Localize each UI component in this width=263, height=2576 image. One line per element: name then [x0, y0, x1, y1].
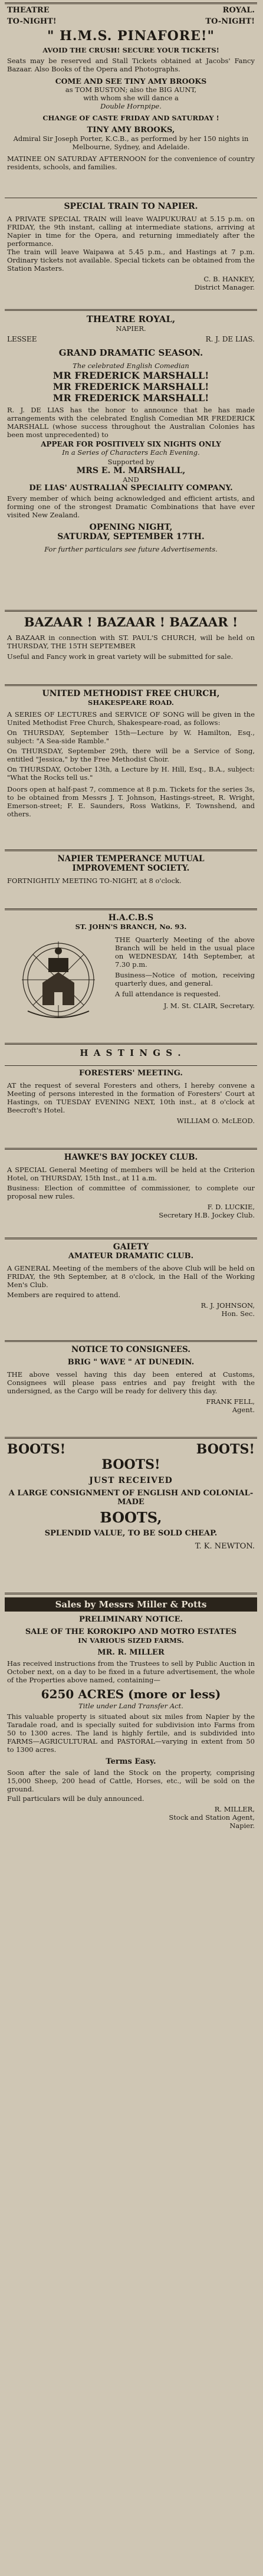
- foresters-body: AT the request of several Foresters and others, I hereby convene a Meeting of persons interested in the formation of Foresters' Court at Hastings, on TUESDAY EVENING NEXT, 10th inst., at 8 o'clock at Beecroft's Hotel.: [7, 1081, 255, 1114]
- gaiety-signature: R. J. JOHNSON,: [200, 1301, 255, 1310]
- methodist-lecture-2: On THURSDAY, September 29th, there will be a Service of Song, entitled "Jessica," by the Free Methodist Choir.: [7, 747, 255, 763]
- pinafore-hornpipe: Double Hornpipe.: [100, 102, 162, 110]
- temperance-subheading: IMPROVEMENT SOCIETY.: [72, 864, 190, 873]
- train-body: A PRIVATE SPECIAL TRAIN will leave WAIPUKURAU at 5.15 p.m. on FRIDAY, the 9th instant, calling at intermediate stations, arriving at Napier in time for the Opera, and returning immediately after the performance.: [7, 215, 255, 248]
- train-body-2: The train will leave Waipawa at 5.45 p.m., and Hastings at 7 p.m. Ordinary tickets not available. Special tickets can be obtained from the Station Masters.: [7, 248, 255, 273]
- miller-sale: SALE OF THE KOROKIPO AND MOTRO ESTATES: [25, 1627, 237, 1636]
- hacbs-advert: [5, 913, 257, 1024]
- boots-just-received: JUST RECEIVED: [89, 1476, 173, 1485]
- season-marshall-1: MR FREDERICK MARSHALL!: [52, 370, 209, 381]
- methodist-advert: [5, 689, 257, 818]
- methodist-body: A SERIES OF LECTURES and SERVICE OF SONG will be given in the United Methodist Free Church, Shakespeare-road, as follows:: [7, 710, 255, 727]
- pinafore-as: as TOM BUSTON; also the BIG AUNT,: [65, 86, 197, 94]
- season-body-2: Every member of which being acknowledged and efficient artists, and forming one of the strongest Dramatic Combinations that have ever visited New Zealand.: [7, 494, 255, 519]
- pinafore-matinee: MATINEE ON SATURDAY AFTERNOON for the convenience of country residents, schools, and families.: [7, 155, 255, 171]
- consignees-heading: NOTICE TO CONSIGNEES.: [71, 1345, 191, 1354]
- hacbs-subheading: ST. JOHN'S BRANCH, No. 93.: [75, 923, 187, 931]
- jockey-heading: HAWKE'S BAY JOCKEY CLUB.: [64, 1153, 198, 1162]
- hacbs-business: Business—Notice of motion, receiving quarterly dues, and general.: [115, 971, 255, 987]
- season-date: SATURDAY, SEPTEMBER 17TH.: [57, 532, 205, 542]
- consignees-signature-title: Agent.: [232, 1406, 255, 1414]
- jockey-business: Business: Election of committee of commissioner, to complete our proposal new rules.: [7, 1184, 255, 1200]
- hacbs-signature: J. M. St. CLAIR, Secretary.: [163, 1002, 255, 1010]
- jockey-signature-title: Secretary H.B. Jockey Club.: [159, 1211, 255, 1219]
- gaiety-advert: [5, 1242, 257, 1318]
- gaiety-heading: GAIETY: [113, 1242, 149, 1252]
- bazaar-heading: BAZAAR ! BAZAAR ! BAZAAR !: [24, 615, 238, 629]
- miller-acres: 6250 ACRES (more or less): [41, 1687, 221, 1701]
- miller-mr: MR. R. MILLER: [97, 1648, 165, 1657]
- hastings-heading: H A S T I N G S .: [80, 1048, 182, 1058]
- season-opening: OPENING NIGHT,: [89, 523, 173, 532]
- hacbs-heading: H.A.C.B.S: [108, 913, 154, 923]
- pinafore-advert: [5, 6, 257, 171]
- methodist-lecture-1: On THURSDAY, September 15th—Lecture by W. Hamilton, Esq., subject: "A Sea-side Ramble.": [7, 729, 255, 745]
- bazaar-body: A BAZAAR in connection with ST. PAUL'S CHURCH, will be held on THURSDAY, THE 15TH SEPTEMBER: [7, 634, 255, 650]
- season-grand: GRAND DRAMATIC SEASON.: [58, 347, 203, 358]
- miller-signature: R. MILLER,: [214, 1805, 255, 1813]
- consignees-body: THE above vessel having this day been entered at Customs, Consignees will please pass entries and pay freight with the undersigned, as the Cargo will be ready for delivery this day.: [7, 1370, 255, 1395]
- train-advert: [5, 202, 257, 291]
- gaiety-members: Members are required to attend.: [7, 1291, 121, 1299]
- hacbs-body: THE Quarterly Meeting of the above Branch will be held in the usual place on WEDNESDAY, 14th September, at 7.30 p.m.: [115, 936, 255, 969]
- season-celebrated: The celebrated English Comedian: [73, 362, 189, 370]
- season-marshall-3: MR FREDERICK MARSHALL!: [52, 392, 209, 403]
- miller-signature-title: Stock and Station Agent,: [169, 1813, 255, 1822]
- foresters-signature: WILLIAM O. McLEOD.: [176, 1117, 255, 1125]
- miller-farms: IN VARIOUS SIZED FARMS.: [78, 1636, 184, 1645]
- miller-further-2: Full particulars will be duly announced.: [7, 1794, 144, 1803]
- season-lessee-name: R. J. DE LIAS.: [205, 335, 255, 343]
- season-further: For further particulars see future Advertisements.: [44, 545, 218, 553]
- pinafore-come: COME AND SEE TINY AMY BROOKS: [55, 77, 207, 86]
- consignees-signature: FRANK FELL,: [206, 1397, 255, 1406]
- jockey-body: A SPECIAL General Meeting of members will be held at the Criterion Hotel, on THURSDAY, 15th Inst., at 11 a.m.: [7, 1166, 255, 1182]
- pinafore-body: Seats may be reserved and Stall Tickets obtained at Jacobs' Fancy Bazaar. Also Books of the Opera and Photographs.: [7, 57, 255, 73]
- consignees-brig: BRIG " WAVE " AT DUNEDIN.: [67, 1358, 195, 1367]
- pinafore-tonight-2: TO-NIGHT!: [205, 17, 255, 26]
- miller-advert: [5, 1597, 257, 1830]
- miller-further: Soon after the sale of land the Stock on the property, comprising 15,000 Sheep, 200 head of Cattle, Horses, etc., will be sold on the ground.: [7, 1768, 255, 1793]
- boots-advert: [5, 1442, 257, 1551]
- season-marshall-2: MR FREDERICK MARSHALL!: [52, 381, 209, 392]
- society-emblem-icon: [7, 936, 110, 1024]
- miller-body-2: This valuable property is situated about six miles from Napier by the Taradale road, and is specially suited for subdivision into Farms from 50 to 1300 acres. The land is highly fertile, and is subdivided into FARMS—AGRICULTURAL and PASTORAL—varying in extent from 50 to 1300 acres.: [7, 1712, 255, 1754]
- season-appear: APPEAR FOR POSITIVELY SIX NIGHTS ONLY: [41, 440, 221, 448]
- foresters-advert: [5, 1069, 257, 1125]
- jockey-advert: [5, 1153, 257, 1219]
- bazaar-advert: [5, 615, 257, 661]
- jockey-signature: F. D. LUCKIE,: [207, 1203, 255, 1211]
- pinafore-theatre-left: THEATRE: [7, 6, 50, 15]
- season-body: R. J. DE LIAS has the honor to announce that he has made arrangements with the celebrated English Comedian MR FREDERICK MARSHALL (whose success throughout the Australian Colonies has been most unprecedented) to: [7, 406, 255, 439]
- train-signature-title: District Manager.: [194, 283, 255, 291]
- miller-signature-place: Napier.: [229, 1822, 255, 1830]
- pinafore-with: with whom she will dance a: [83, 94, 179, 102]
- season-supported: Supported by: [107, 458, 154, 466]
- season-lessee-label: LESSEE: [7, 335, 37, 343]
- temperance-advert: [5, 854, 257, 885]
- hastings-heading-block: [5, 1048, 257, 1058]
- pinafore-change: CHANGE OF CASTE FRIDAY AND SATURDAY !: [42, 114, 219, 122]
- pinafore-tonight: TO-NIGHT!: [7, 17, 57, 26]
- season-mrs-marshall: MRS E. M. MARSHALL,: [76, 466, 186, 475]
- train-signature: C. B. HANKEY,: [203, 275, 255, 283]
- season-company: DE LIAS' AUSTRALIAN SPECIALITY COMPANY.: [29, 484, 233, 493]
- boots-splendid: SPLENDID VALUE, TO BE SOLD CHEAP.: [44, 1529, 218, 1538]
- miller-body: Has received instructions from the Trustees to sell by Public Auction in October next, on a day to be fixed in a future advertisement, the whole of the Properties above named, containing—: [7, 1659, 255, 1684]
- season-napier: NAPIER.: [116, 324, 146, 333]
- boots-heading-1: BOOTS!: [7, 1442, 66, 1457]
- gaiety-signature-title: Hon. Sec.: [221, 1310, 255, 1318]
- methodist-doors: Doors open at half-past 7, commence at 8 p.m. Tickets for the series 3s, to be obtained from Messrs J. T. Johnson, Hastings-street, R. Wright, Emerson-street; F. E. Saunders, Ross Watkins, F. Townshend, and others.: [7, 785, 255, 818]
- gaiety-subheading: AMATEUR DRAMATIC CLUB.: [68, 1252, 194, 1261]
- pinafore-admiral: Admiral Sir Joseph Porter, K.C.B., as performed by her 150 nights in Melbourne, Sydney, and Adelaide.: [13, 134, 249, 151]
- consignees-advert: [5, 1345, 257, 1414]
- season-in-characters: In a Series of Characters Each Evening.: [62, 448, 200, 457]
- boots-signature: T. K. NEWTON.: [195, 1542, 255, 1551]
- train-heading: SPECIAL TRAIN TO NAPIER.: [64, 202, 198, 211]
- temperance-body: FORTNIGHTLY MEETING TO-NIGHT, at 8 o'clock.: [7, 877, 182, 885]
- methodist-subheading: SHAKESPEARE ROAD.: [88, 698, 174, 707]
- pinafore-tiny: TINY AMY BROOKS,: [87, 126, 175, 134]
- pinafore-avoid: AVOID THE CRUSH! SECURE YOUR TICKETS!: [42, 46, 219, 54]
- temperance-heading: NAPIER TEMPERANCE MUTUAL: [57, 854, 205, 864]
- pinafore-theatre-right: ROYAL.: [222, 6, 255, 15]
- bazaar-body-2: Useful and Fancy work in great variety will be submitted for sale.: [7, 652, 234, 661]
- boots-large: A LARGE CONSIGNMENT OF ENGLISH AND COLONIAL-MADE: [8, 1489, 254, 1507]
- boots-word: BOOTS,: [100, 1509, 162, 1526]
- hacbs-full-attendance: A full attendance is requested.: [115, 990, 221, 998]
- boots-heading-3: BOOTS!: [101, 1457, 160, 1472]
- foresters-heading: FORESTERS' MEETING.: [79, 1069, 183, 1078]
- methodist-lecture-3: On THURSDAY, October 13th, a Lecture by H. Hill, Esq., B.A., subject: "What the Rocks tell us.": [7, 765, 255, 782]
- miller-title: Title under Land Transfer Act.: [78, 1702, 183, 1710]
- season-theatre: THEATRE ROYAL,: [86, 314, 176, 324]
- miller-heading: Sales by Messrs Miller & Potts: [5, 1597, 257, 1612]
- season-and: AND: [123, 475, 139, 484]
- miller-terms: Terms Easy.: [106, 1757, 156, 1766]
- methodist-heading: UNITED METHODIST FREE CHURCH,: [42, 689, 220, 698]
- season-advert: [5, 314, 257, 553]
- pinafore-title: " H.M.S. PINAFORE!": [47, 28, 215, 44]
- gaiety-body: A GENERAL Meeting of the members of the above Club will be held on FRIDAY, the 9th September, at 8 o'clock, in the Hall of the Working Men's Club.: [7, 1264, 255, 1289]
- boots-heading-2: BOOTS!: [196, 1442, 255, 1457]
- miller-prelim: PRELIMINARY NOTICE.: [78, 1615, 183, 1624]
